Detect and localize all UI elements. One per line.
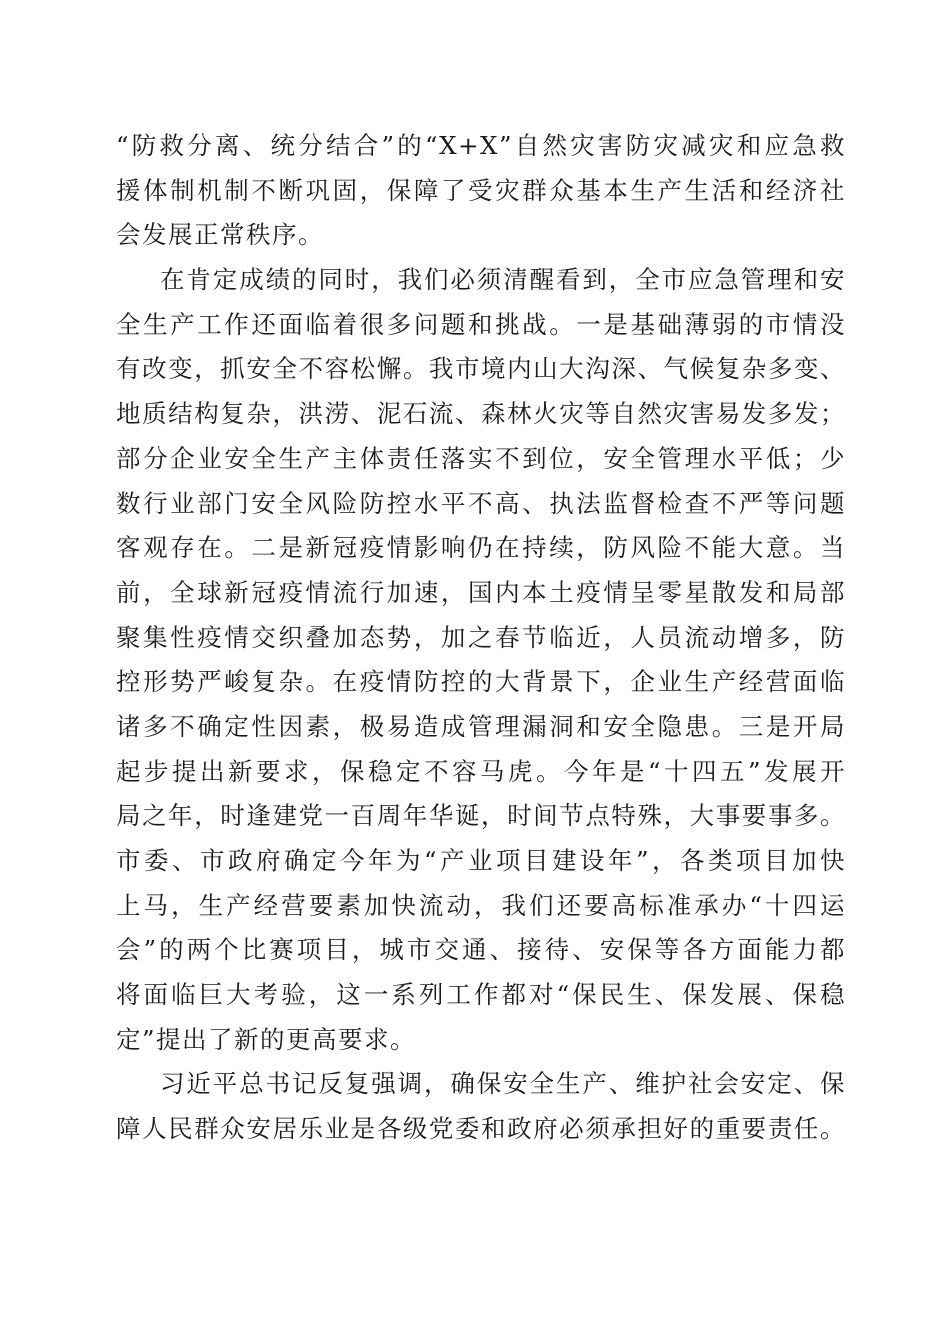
text-line: 前，全球新冠疫情流行加速，国内本土疫情呈零星散发和局部 — [116, 577, 846, 607]
paragraph-2 — [116, 258, 846, 1062]
text-line: 诸多不确定性因素，极易造成管理漏洞和安全隐患。三是开局 — [116, 711, 846, 741]
text-line: 部分企业安全生产主体责任落实不到位，安全管理水平低；少 — [116, 443, 846, 473]
paragraph-3 — [116, 1062, 846, 1151]
paragraph-1 — [116, 124, 846, 258]
text-line: 会”的两个比赛项目，城市交通、接待、安保等各方面能力都 — [116, 935, 846, 965]
text-line: “防救分离、统分结合”的“X+X”自然灾害防灾减灾和应急救 — [116, 131, 846, 160]
body-text — [116, 124, 846, 1152]
text-line: 将面临巨大考验，这一系列工作都对“保民生、保发展、保稳 — [116, 980, 846, 1010]
text-line: 援体制机制不断巩固，保障了受灾群众基本生产生活和经济社 — [116, 175, 846, 205]
text-line: 会发展正常秩序。 — [116, 220, 324, 250]
text-line: 市委、市政府确定今年为“产业项目建设年”，各类项目加快 — [116, 846, 846, 875]
text-line: 客观存在。二是新冠疫情影响仍在持续，防风险不能大意。当 — [116, 533, 846, 563]
text-line: 局之年，时逢建党一百周年华诞，时间节点特殊，大事要事多。 — [116, 801, 846, 831]
text-line: 有改变，抓安全不容松懈。我市境内山大沟深、气候复杂多变、 — [116, 354, 846, 384]
text-line: 控形势严峻复杂。在疫情防控的大背景下，企业生产经营面临 — [116, 667, 846, 697]
text-line: 起步提出新要求，保稳定不容马虎。今年是“十四五”发展开 — [116, 756, 846, 786]
text-line: 聚集性疫情交织叠加态势，加之春节临近，人员流动增多，防 — [116, 622, 846, 652]
text-line: 数行业部门安全风险防控水平不高、执法监督检查不严等问题 — [116, 488, 846, 518]
text-line: 习近平总书记反复强调，确保安全生产、维护社会安定、保 — [160, 1069, 846, 1099]
text-line: 上马，生产经营要素加快流动，我们还要高标准承办“十四运 — [116, 890, 846, 920]
text-line: 全生产工作还面临着很多问题和挑战。一是基础薄弱的市情没 — [116, 309, 846, 339]
text-line: 在肯定成绩的同时，我们必须清醒看到，全市应急管理和安 — [160, 265, 846, 295]
text-line: 定”提出了新的更高要求。 — [116, 1024, 417, 1054]
text-line: 障人民群众安居乐业是各级党委和政府必须承担好的重要责任。 — [116, 1114, 846, 1144]
text-line: 地质结构复杂，洪涝、泥石流、森林火灾等自然灾害易发多发； — [116, 399, 846, 429]
